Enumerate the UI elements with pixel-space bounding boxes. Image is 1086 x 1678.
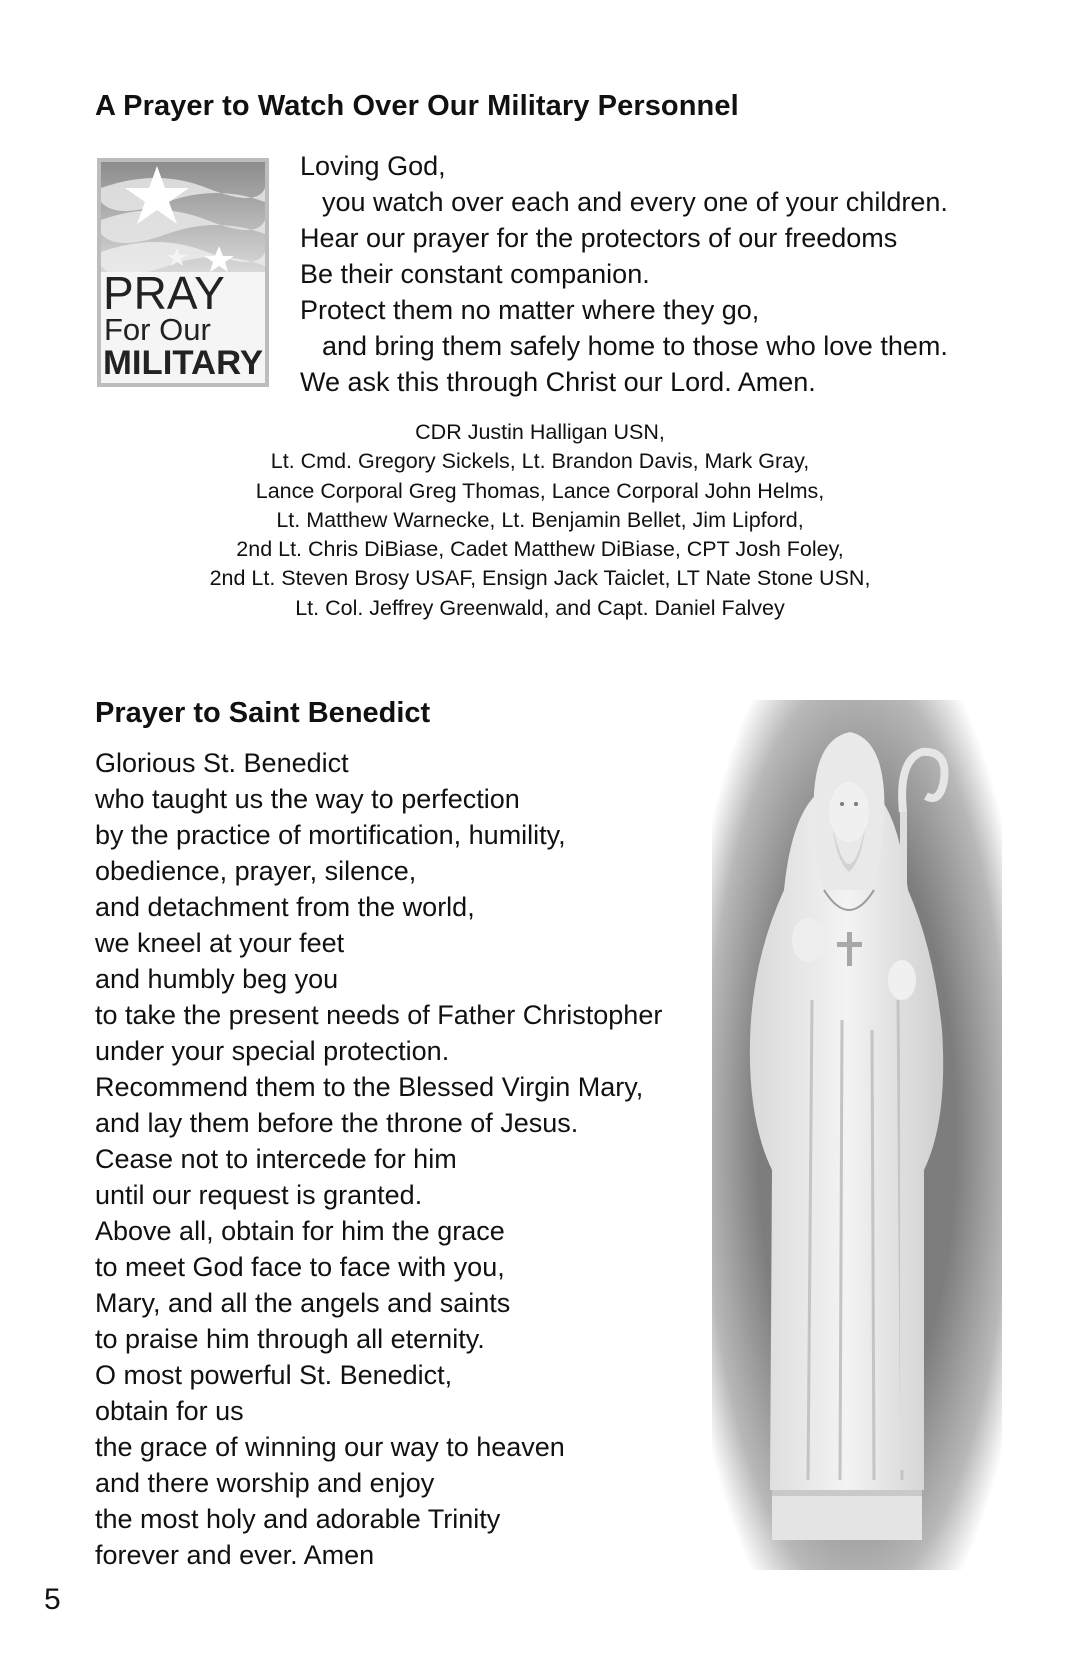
military-prayer-line: Be their constant companion. [300, 259, 650, 289]
benedict-line: obedience, prayer, silence, [95, 856, 417, 886]
saint-benedict-statue-image [712, 700, 1002, 1570]
benedict-line: Mary, and all the angels and saints [95, 1288, 511, 1318]
benedict-line: under your special protection. [95, 1036, 450, 1066]
benedict-line: the most holy and adorable Trinity [95, 1504, 501, 1534]
names-line: CDR Justin Halligan USN, [415, 420, 665, 444]
benedict-line: to praise him through all eternity. [95, 1324, 485, 1354]
logo-word-pray: PRAY [103, 267, 225, 319]
benedict-line: forever and ever. Amen [95, 1540, 375, 1570]
benedict-line: by the practice of mortification, humility, [95, 820, 566, 850]
logo-word-for-our: For Our [104, 312, 211, 347]
benedict-line: the grace of winning our way to heaven [95, 1432, 565, 1462]
names-line: Lt. Col. Jeffrey Greenwald, and Capt. Daniel Falvey [295, 595, 785, 620]
benedict-line: O most powerful St. Benedict, [95, 1360, 453, 1390]
benedict-line: we kneel at your feet [95, 928, 345, 958]
pray-for-military-logo [97, 158, 269, 387]
military-names-list [60, 418, 1020, 623]
military-prayer-line: We ask this through Christ our Lord. Amen. [300, 367, 816, 397]
military-prayer-line: you watch over each and every one of your children. [322, 187, 948, 217]
military-prayer-title: A Prayer to Watch Over Our Military Personnel [95, 90, 739, 122]
benedict-line: to take the present needs of Father Christopher [95, 1000, 663, 1030]
military-prayer-line: and bring them safely home to those who love them. [322, 331, 948, 361]
benedict-line: Above all, obtain for him the grace [95, 1216, 505, 1246]
benedict-prayer-title: Prayer to Saint Benedict [95, 697, 431, 729]
benedict-prayer-text [95, 745, 662, 1573]
benedict-line: Cease not to intercede for him [95, 1144, 457, 1174]
benedict-line: to meet God face to face with you, [95, 1252, 505, 1282]
benedict-line: until our request is granted. [95, 1180, 423, 1210]
benedict-line: Glorious St. Benedict [95, 748, 349, 778]
military-prayer-line: Loving God, [300, 151, 446, 181]
benedict-line: obtain for us [95, 1396, 244, 1426]
military-prayer-text [300, 148, 948, 400]
military-prayer-line: Protect them no matter where they go, [300, 295, 760, 325]
benedict-line: Recommend them to the Blessed Virgin Mary, [95, 1072, 644, 1102]
names-line: Lt. Cmd. Gregory Sickels, Lt. Brandon Davis, Mark Gray, [270, 449, 810, 474]
names-line: Lance Corporal Greg Thomas, Lance Corporal John Helms, [255, 478, 825, 503]
logo-word-military: MILITARY [103, 344, 264, 382]
page-number: 5 [44, 1583, 61, 1616]
benedict-line: and lay them before the throne of Jesus. [95, 1108, 579, 1138]
benedict-line: and there worship and enjoy [95, 1468, 435, 1498]
benedict-line: who taught us the way to perfection [95, 784, 520, 814]
benedict-line: and humbly beg you [95, 964, 339, 994]
names-line: Lt. Matthew Warnecke, Lt. Benjamin Bellet, Jim Lipford, [276, 507, 804, 532]
military-prayer-line: Hear our prayer for the protectors of our freedoms [300, 223, 898, 253]
names-line: 2nd Lt. Steven Brosy USAF, Ensign Jack Taiclet, LT Nate Stone USN, [209, 566, 871, 591]
benedict-line: and detachment from the world, [95, 892, 475, 922]
names-line: 2nd Lt. Chris DiBiase, Cadet Matthew DiBiase, CPT Josh Foley, [236, 537, 844, 562]
